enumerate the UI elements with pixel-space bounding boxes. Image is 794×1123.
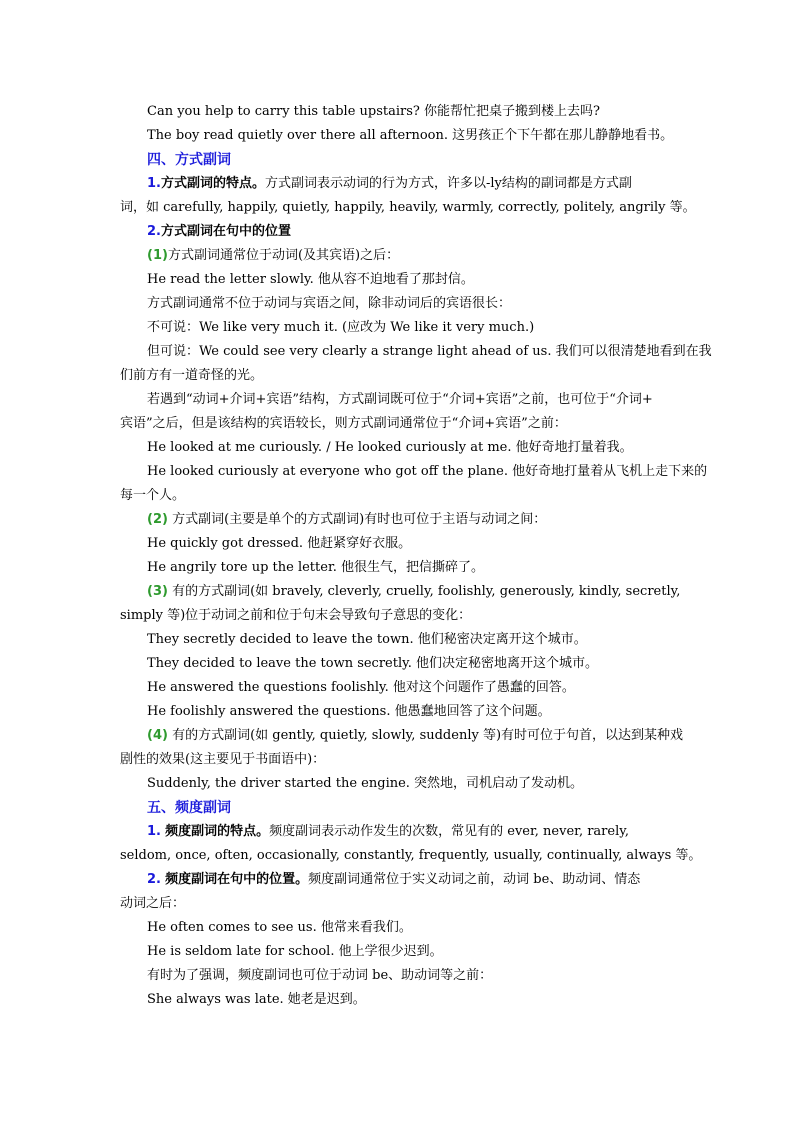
example-line: Suddenly, the driver started the engine. 突然地，司机启动了发动机。 — [147, 776, 584, 791]
frequency-subsection-2 — [120, 868, 680, 892]
paragraph-text: 不可说：We like very much it. (应改为 We like it very much.) — [147, 320, 535, 335]
example-line: 每一个人。 — [120, 488, 186, 503]
subsection-title: 方式副词在句中的位置 — [160, 224, 291, 239]
example-line: The boy read quietly over there all afternoon. 这男孩正个下午都在那儿静静地看书。 — [147, 128, 674, 143]
example-line: They decided to leave the town secretly. 他们决定秘密地离开这个城市。 — [147, 656, 599, 671]
point-1 — [120, 244, 680, 268]
paragraph-text: 有时为了强调，频度副词也可位于动词 be、助动词等之前： — [147, 968, 493, 983]
subsection-title: 频度副词的特点。 — [165, 824, 270, 839]
paragraph-text: 方式副词表示动词的行为方式，许多以-ly结构的副词都是方式副 — [265, 176, 632, 191]
paragraph-text: 频度副词通常位于实义动词之前，动词 be、助动词、情态 — [308, 872, 641, 887]
example-line: They secretly decided to leave the town. 他们秘密决定离开这个城市。 — [147, 632, 587, 647]
point-3 — [120, 580, 680, 604]
point-number: (4) — [147, 728, 168, 743]
section-heading-frequency-adverbs: 五、频度副词 — [147, 800, 231, 816]
subsection-2-heading — [120, 220, 680, 244]
paragraph-text: 们前方有一道奇怪的光。 — [120, 368, 264, 383]
example-line: He angrily tore up the letter. 他很生气，把信撕碎了。 — [147, 560, 484, 575]
point-text: simply 等)位于动词之前和位于句末会导致句子意思的变化： — [120, 608, 472, 623]
example-line: Can you help to carry this table upstairs? 你能帮忙把桌子搬到楼上去吗? — [147, 104, 600, 119]
subsection-1-paragraph — [120, 172, 680, 196]
point-4 — [120, 724, 684, 748]
point-number: (1) — [147, 248, 168, 263]
paragraph-text: 方式副词通常不位于动词与宾语之间，除非动词后的宾语很长： — [147, 296, 512, 311]
paragraph-text: 宾语”之后，但是该结构的宾语较长，则方式副词通常位于“介词+宾语”之前： — [120, 416, 567, 431]
example-line: He looked curiously at everyone who got off the plane. 他好奇地打量着从飞机上走下来的 — [147, 464, 708, 479]
subsection-title: 方式副词的特点。 — [160, 176, 265, 191]
example-line: He answered the questions foolishly. 他对这个问题作了愚蠢的回答。 — [147, 680, 575, 695]
example-line: He read the letter slowly. 他从容不迫地看了那封信。 — [147, 272, 474, 287]
document-page — [120, 100, 712, 1012]
paragraph-text: 词，如 carefully, happily, quietly, happily, heavily, warmly, correctly, politely, angrily 等。 — [120, 200, 696, 215]
paragraph-text: seldom, once, often, occasionally, constantly, frequently, usually, continually, always 等。 — [120, 848, 702, 863]
example-line: He is seldom late for school. 他上学很少迟到。 — [147, 944, 443, 959]
example-line: He looked at me curiously. / He looked curiously at me. 他好奇地打量着我。 — [147, 440, 633, 455]
example-line: She always was late. 她老是迟到。 — [147, 992, 366, 1007]
point-number: (2) — [147, 512, 168, 527]
subsection-title: 频度副词在句中的位置。 — [165, 872, 309, 887]
subsection-number: 1. — [147, 176, 161, 191]
subsection-number: 1. — [147, 824, 161, 839]
point-number: (3) — [147, 584, 168, 599]
paragraph-text: 但可说：We could see very clearly a strange light ahead of us. 我们可以很清楚地看到在我 — [147, 344, 712, 359]
subsection-number: 2. — [147, 872, 161, 887]
point-2 — [120, 508, 680, 532]
point-text: 有的方式副词(如 bravely, cleverly, cruelly, foolishly, generously, kindly, secretly, — [172, 584, 681, 599]
point-text: 剧性的效果(这主要见于书面语中)： — [120, 752, 326, 767]
section-heading-manner-adverbs: 四、方式副词 — [147, 152, 231, 168]
example-line: He foolishly answered the questions. 他愚蠢地回答了这个问题。 — [147, 704, 551, 719]
example-line: He often comes to see us. 他常来看我们。 — [147, 920, 412, 935]
example-line: He quickly got dressed. 他赶紧穿好衣服。 — [147, 536, 412, 551]
paragraph-text: 频度副词表示动作发生的次数，常见有的 ever, never, rarely, — [269, 824, 629, 839]
point-text: 方式副词通常位于动词(及其宾语)之后： — [167, 248, 400, 263]
point-text: 方式副词(主要是单个的方式副词)有时也可位于主语与动词之间： — [172, 512, 547, 527]
frequency-subsection-1 — [120, 820, 680, 844]
paragraph-text: 动词之后： — [120, 896, 186, 911]
point-text: 有的方式副词(如 gently, quietly, slowly, suddenly 等)有时可位于句首，以达到某种戏 — [172, 728, 684, 743]
paragraph-text: 若遇到“动词+介词+宾语”结构，方式副词既可位于“介词+宾语”之前，也可位于“介词+ — [147, 392, 653, 407]
subsection-number: 2. — [147, 224, 161, 239]
